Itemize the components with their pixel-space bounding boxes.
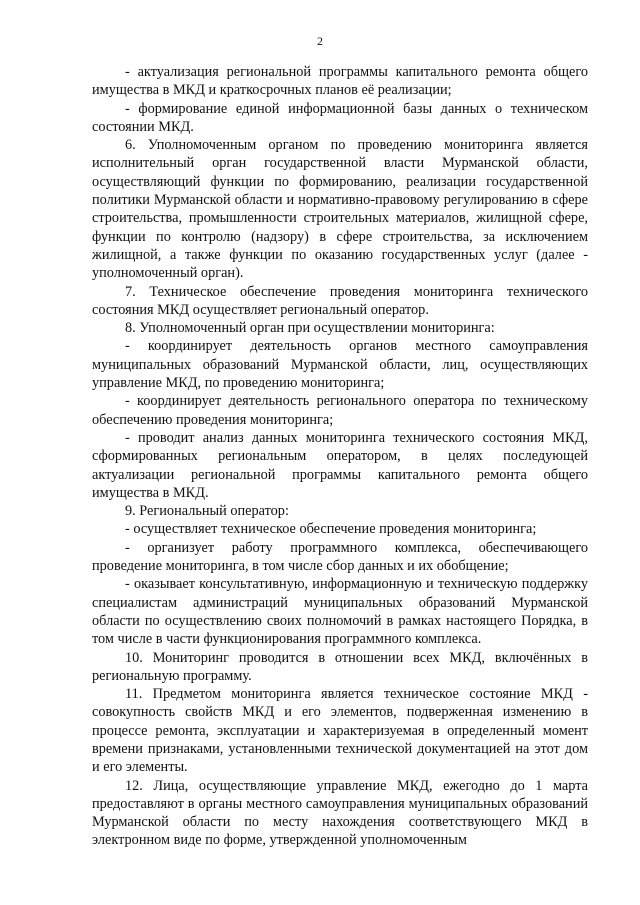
page-number: 2 <box>317 34 323 48</box>
paragraph: - проводит анализ данных мониторинга технического состояния МКД, сформированных региональным оператором, в целях последующей актуализации региональной программы капитального ремонта общего имущества в МКД. <box>92 429 588 501</box>
paragraph: - формирование единой информационной базы данных о техническом состоянии МКД. <box>92 100 588 135</box>
paragraph: - координирует деятельность органов местного самоуправления муниципальных образований Мурманской области, лиц, осуществляющих управление МКД, по проведению мониторинга; <box>92 338 588 392</box>
paragraph: - оказывает консультативную, информационную и техническую поддержку специалистам администраций муниципальных образований Мурманской области по осуществлению своих полномочий в рамках настоящего Порядка, в том числе в части функционирования программного комплекса. <box>92 576 588 648</box>
paragraph: 6. Уполномоченным органом по проведению мониторинга является исполнительный орган государственной власти Мурманской области, осуществляющий функции по формированию, реализации государственной политики Мурманской области и нормативно-правовому регулированию в сфере строительства, промышленности строительных материалов, жилищной сфере, функции по контролю (надзору) в сфере строительства, за исключением жилищной, а также функции по оказанию государственных услуг (далее - уполномоченный орган). <box>92 137 588 282</box>
paragraph: - актуализация региональной программы капитального ремонта общего имущества в МКД и краткосрочных планов её реализации; <box>92 64 588 99</box>
paragraph: 8. Уполномоченный орган при осуществлении мониторинга: <box>125 320 495 337</box>
paragraph: 7. Техническое обеспечение проведения мониторинга технического состояния МКД осуществляет региональный оператор. <box>92 283 588 318</box>
paragraph: - координирует деятельность регионального оператора по техническому обеспечению проведения мониторинга; <box>92 393 588 428</box>
document-body <box>92 63 588 850</box>
paragraph: 9. Региональный оператор: <box>125 503 289 520</box>
paragraph: 12. Лица, осуществляющие управление МКД, ежегодно до 1 марта предоставляют в органы местного самоуправления муниципальных образований Мурманской области по месту нахождения соответствующего МКД в электронном виде по форме, утвержденной уполномоченным <box>92 777 588 849</box>
paragraph: 11. Предметом мониторинга является техническое состояние МКД - совокупность свойств МКД и его элементов, подверженная изменению в процессе ремонта, эксплуатации и характеризуемая в определенный момент времени признаками, установленными технической документацией на этот дом и его элементы. <box>92 686 588 776</box>
paragraph: 10. Мониторинг проводится в отношении всех МКД, включённых в региональную программу. <box>92 649 588 684</box>
paragraph: - осуществляет техническое обеспечение проведения мониторинга; <box>125 521 537 538</box>
paragraph: - организует работу программного комплекса, обеспечивающего проведение мониторинга, в том числе сбор данных и их обобщение; <box>92 539 588 575</box>
